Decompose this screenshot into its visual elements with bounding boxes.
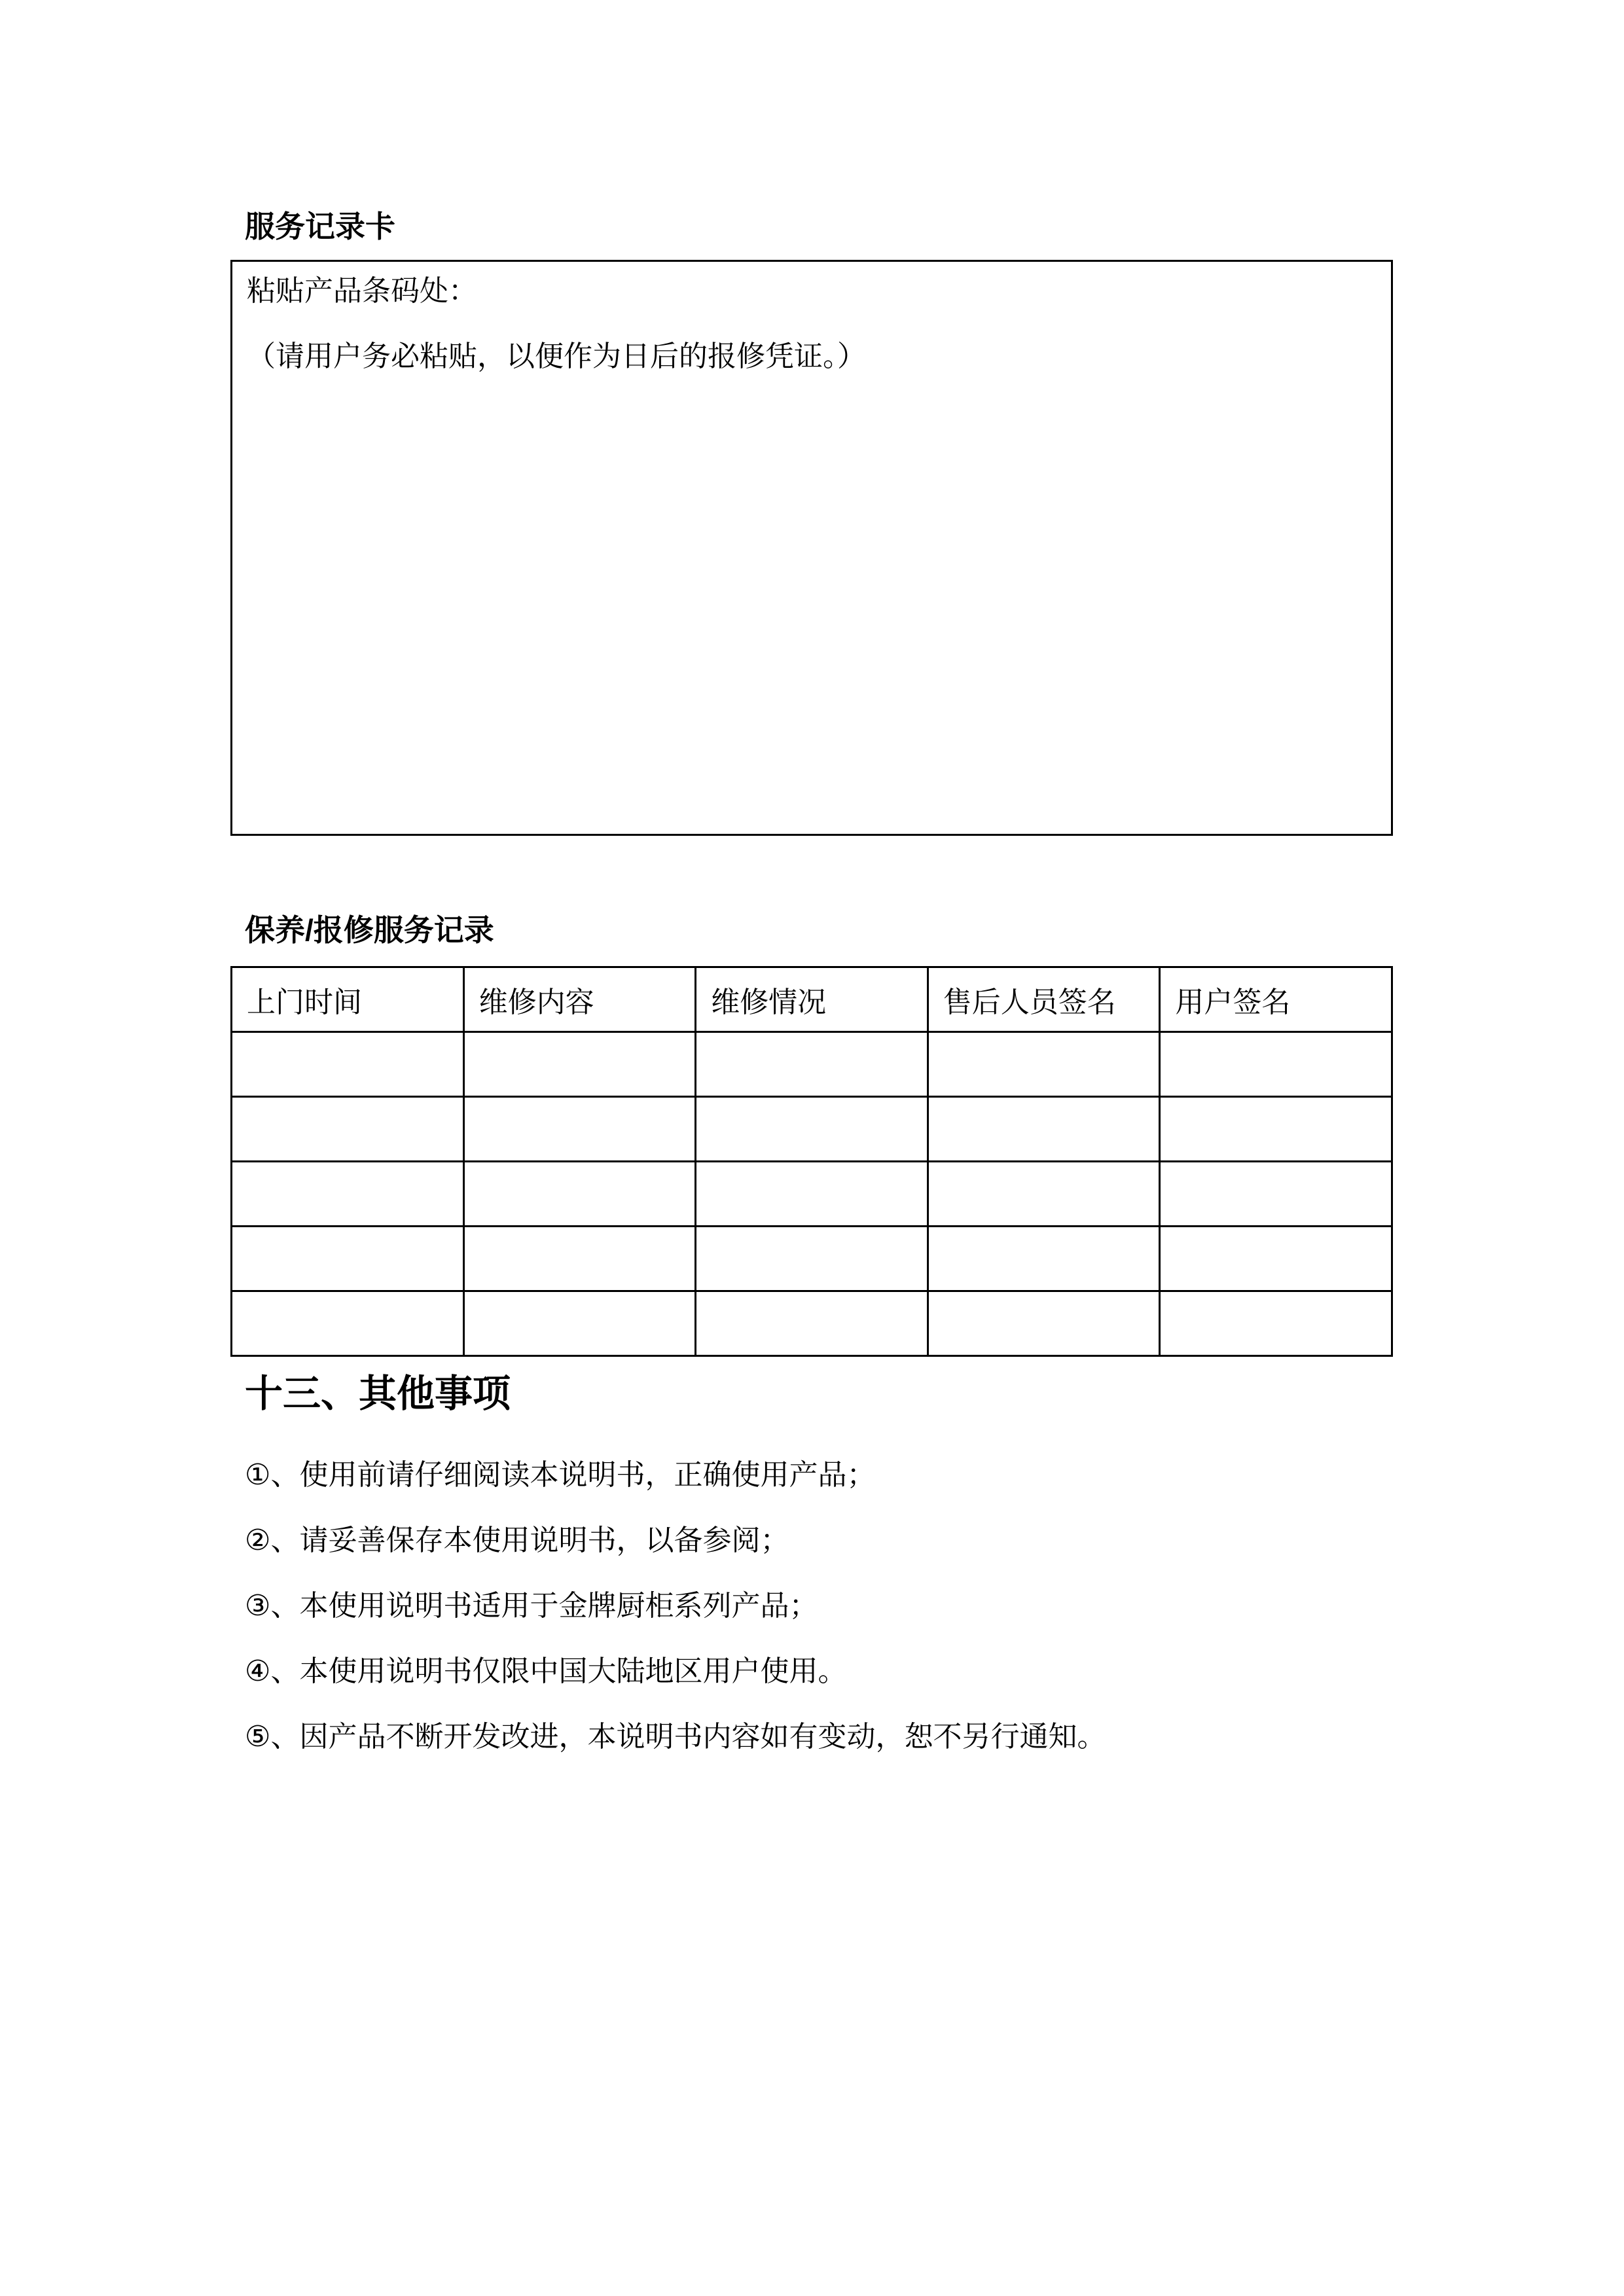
table-cell bbox=[1160, 1291, 1392, 1356]
table-cell bbox=[696, 1097, 928, 1162]
table-cell bbox=[463, 1291, 696, 1356]
table-cell bbox=[696, 1032, 928, 1097]
barcode-box-label: 粘贴产品条码处： bbox=[247, 275, 477, 307]
table-header-repair-content: 维修内容 bbox=[463, 967, 696, 1032]
table-cell bbox=[463, 1162, 696, 1227]
table-cell bbox=[463, 1097, 696, 1162]
table-row bbox=[232, 1291, 1392, 1356]
table-cell bbox=[232, 1291, 464, 1356]
table-row bbox=[232, 1097, 1392, 1162]
table-cell bbox=[232, 1162, 464, 1227]
table-cell bbox=[696, 1291, 928, 1356]
table-cell bbox=[1160, 1162, 1392, 1227]
barcode-paste-box bbox=[230, 260, 1393, 836]
other-matters-item-2: ②、请妥善保存本使用说明书，以备参阅； bbox=[245, 1524, 789, 1556]
service-record-card-title: 服务记录卡 bbox=[245, 209, 395, 243]
other-matters-title: 十三、其他事项 bbox=[245, 1372, 511, 1415]
table-row bbox=[232, 1032, 1392, 1097]
table-cell bbox=[928, 1032, 1160, 1097]
table-cell bbox=[928, 1291, 1160, 1356]
other-matters-item-5: ⑤、因产品不断开发改进，本说明书内容如有变动，恕不另行通知。 bbox=[245, 1721, 1106, 1753]
table-cell bbox=[928, 1162, 1160, 1227]
maintenance-record-title: 保养/报修服务记录 bbox=[245, 913, 494, 947]
table-cell bbox=[463, 1032, 696, 1097]
other-matters-item-3: ③、本使用说明书适用于金牌厨柜系列产品； bbox=[245, 1590, 818, 1622]
table-row bbox=[232, 1162, 1392, 1227]
table-cell bbox=[1160, 1032, 1392, 1097]
table-cell bbox=[696, 1227, 928, 1291]
table-cell bbox=[1160, 1227, 1392, 1291]
table-cell bbox=[232, 1227, 464, 1291]
maintenance-record-table bbox=[230, 966, 1393, 1357]
table-cell bbox=[696, 1162, 928, 1227]
table-header-repair-status: 维修情况 bbox=[696, 967, 928, 1032]
table-cell bbox=[232, 1032, 464, 1097]
table-cell bbox=[463, 1227, 696, 1291]
table-header-staff-signature: 售后人员签名 bbox=[928, 967, 1160, 1032]
table-cell bbox=[232, 1097, 464, 1162]
table-header-row bbox=[232, 967, 1392, 1032]
table-header-user-signature: 用户签名 bbox=[1160, 967, 1392, 1032]
barcode-box-note: （请用户务必粘贴，以便作为日后的报修凭证。） bbox=[247, 340, 866, 372]
table-header-visit-time: 上门时间 bbox=[232, 967, 464, 1032]
table-row bbox=[232, 1227, 1392, 1291]
other-matters-item-4: ④、本使用说明书仅限中国大陆地区用户使用。 bbox=[245, 1655, 847, 1687]
table-cell bbox=[1160, 1097, 1392, 1162]
table-cell bbox=[928, 1227, 1160, 1291]
table-cell bbox=[928, 1097, 1160, 1162]
other-matters-item-1: ①、使用前请仔细阅读本说明书，正确使用产品； bbox=[245, 1459, 876, 1491]
